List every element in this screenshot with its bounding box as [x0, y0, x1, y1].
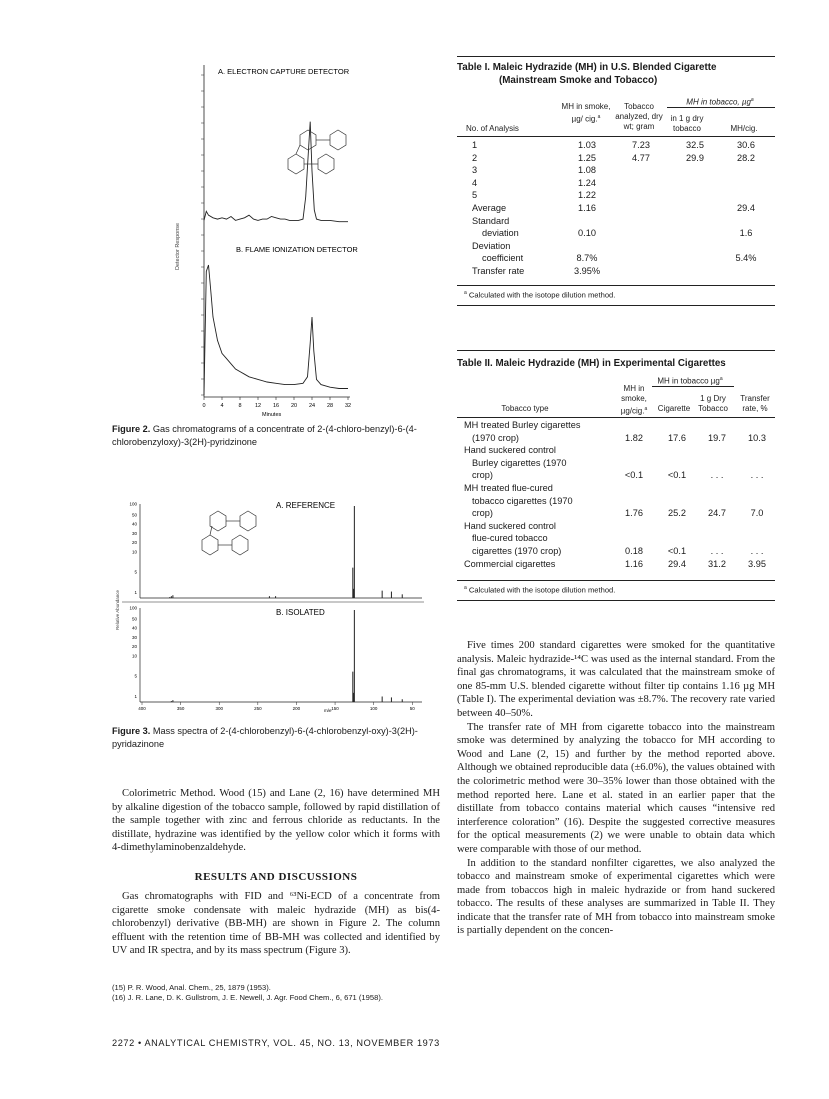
- table1-cell: 29.4: [737, 202, 755, 213]
- table1-cell: 5: [472, 190, 478, 201]
- table1-cell: Standard: [472, 215, 510, 226]
- table2-cell: [612, 532, 656, 545]
- table2-row: [462, 419, 778, 432]
- fig3-x-tick-label: 350: [176, 706, 185, 711]
- table1-row: [470, 227, 771, 240]
- reference-16: (16) J. R. Lane, D. K. Gullstrom, J. E. Newell, J. Agr. Food Chem., 6, 671 (1958).: [112, 993, 383, 1002]
- table1-footnote-mark: a: [464, 290, 467, 296]
- fig2-x-axis-label: Minutes: [262, 412, 282, 418]
- table2-cell: crop): [472, 508, 493, 519]
- table2-cell: . . .: [750, 545, 764, 556]
- table2-cell: Burley cigarettes (1970: [472, 457, 567, 468]
- table2-header-col0-text: Tobacco type: [501, 404, 549, 413]
- fig3-y-tick-label: 5: [134, 673, 137, 679]
- fig3-x-ticks: [138, 702, 415, 711]
- fig3-panel-b-label: B. ISOLATED: [276, 608, 325, 617]
- table1-cell: 32.5: [686, 140, 704, 150]
- table2-header-col0: [470, 404, 580, 414]
- table2-row: [462, 482, 778, 495]
- table1-cell: [669, 202, 721, 215]
- fig3-structure-diagram: [202, 511, 256, 555]
- table2-body: [462, 419, 778, 570]
- fig3-y-tick-label: 1: [134, 693, 137, 699]
- table1-cell: 4.77: [632, 152, 650, 163]
- table2-cell: 31.2: [708, 558, 726, 569]
- table2-cell: [736, 520, 778, 533]
- fig2-x-tick-label: 32: [344, 403, 352, 409]
- table1-cell: 29.9: [686, 152, 704, 163]
- table1-cell: [669, 265, 721, 278]
- table1-cell: 2: [472, 152, 478, 163]
- table1-header-col0: [466, 124, 546, 134]
- fig2-x-ticks: [202, 397, 351, 409]
- table1-cell: 1.6: [739, 228, 753, 239]
- table1-header-col3-text: in 1 g dry tobacco: [670, 114, 704, 133]
- fig2-x-tick-label: 16: [272, 403, 280, 409]
- table2-title: Table II. Maleic Hydrazide (MH) in Experimental Cigarettes: [457, 358, 726, 369]
- table1-cell: 0.10: [578, 228, 596, 239]
- results-paragraph: [112, 890, 440, 958]
- table1-cell: [669, 252, 721, 265]
- table1-cell: Average: [472, 202, 507, 213]
- table1-cell: 1.22: [578, 190, 596, 201]
- table1-top-rule: [457, 56, 775, 57]
- table2-cell: [612, 457, 656, 470]
- figure-2-caption: [112, 423, 438, 448]
- fig3-y-tick-label: 30: [131, 530, 137, 536]
- fig3-y-tick-label: 40: [131, 521, 137, 527]
- table2-cell: flue-cured tobacco: [472, 533, 548, 544]
- table1-title-line2: (Mainstream Smoke and Tobacco): [499, 74, 658, 86]
- colorimetric-method-paragraph: [112, 787, 440, 855]
- table1-cell: 3.95%: [573, 265, 601, 276]
- table2-row: [462, 532, 778, 545]
- fig3-y-tick-label: 20: [131, 644, 137, 650]
- fig3-x-tick-label: 400: [138, 706, 146, 711]
- table1-row: [470, 252, 771, 265]
- table1-cell: [613, 240, 669, 253]
- table2-cell: 17.6: [668, 432, 686, 443]
- fig3-x-tick-label: 200: [292, 706, 301, 711]
- table2-group-header-text: MH in tobacco µg: [657, 376, 720, 386]
- table1-header-col3: [664, 114, 710, 134]
- table1-title-line1: Table I. Maleic Hydrazide (MH) in U.S. Blended Cigarette: [457, 62, 717, 73]
- fig2-structure-diagram: [288, 130, 346, 174]
- table2-cell: [656, 419, 698, 432]
- table1-row: [470, 240, 771, 253]
- table1-cell: [721, 189, 771, 202]
- table2-cell: MH treated Burley cigarettes: [464, 420, 581, 430]
- table1-row: [470, 164, 771, 177]
- fid-trace: [204, 265, 348, 395]
- table2-cell: [656, 482, 698, 495]
- table2-cell: [656, 444, 698, 457]
- fig2-x-tick-label: 12: [254, 403, 262, 409]
- table2-row: [462, 432, 778, 445]
- table1-header-col2: [612, 102, 666, 132]
- table1-header-col1-sup: a: [597, 114, 601, 120]
- table2-cell: [656, 532, 698, 545]
- table2-cell: [612, 419, 656, 432]
- table1-row: [470, 189, 771, 202]
- table2-cell: <0.1: [624, 470, 644, 481]
- table1-cell: [721, 164, 771, 177]
- reference-15: (15) P. R. Wood, Anal. Chem., 25, 1879 (1953).: [112, 983, 271, 992]
- table2-top-rule: [457, 350, 775, 351]
- figure-2-caption-text: Gas chromatograms of a concentrate of 2-(4-chloro-benzyl)-6-(4-chlorobenzyloxy)-3(2H)-pyridzinone: [112, 424, 417, 447]
- table1-cell: [721, 240, 771, 253]
- table1-cell: [613, 265, 669, 278]
- fig3-y-tick-label: 5: [134, 569, 137, 575]
- table2-header-col1: [614, 384, 654, 417]
- table2-footnote: [464, 585, 615, 595]
- table2-cell: [736, 482, 778, 495]
- table1-cell: [613, 252, 669, 265]
- table2-cell: 0.18: [625, 545, 643, 556]
- table1-cell: 1.24: [578, 177, 596, 188]
- table2-row: [462, 520, 778, 533]
- fig3-y-tick-label: 1: [134, 589, 137, 595]
- results-heading: RESULTS AND DISCUSSIONS: [194, 871, 358, 883]
- table1-header-col1-text: MH in smoke, µg/ cig.: [561, 102, 611, 124]
- table2-cell: 3.95: [748, 558, 766, 569]
- table1-title: [457, 62, 777, 87]
- fig2-panel-b-label: B. FLAME IONIZATION DETECTOR: [236, 245, 358, 254]
- figure-2-chromatograms: [170, 55, 370, 425]
- fig3-panel-a-label: A. REFERENCE: [276, 501, 336, 510]
- table2-cell: . . .: [710, 545, 724, 556]
- table1-cell: [669, 164, 721, 177]
- fig2-x-tick-label: 20: [290, 403, 298, 409]
- table1-cell: 5.4%: [735, 253, 757, 264]
- table2-cell: 24.7: [708, 508, 726, 519]
- table2-header-col1-sup: a: [644, 406, 648, 412]
- table2-cell: [656, 495, 698, 508]
- table2-cell: [736, 457, 778, 470]
- table1-cell: coefficient: [482, 253, 524, 264]
- table1-cell: [669, 227, 721, 240]
- table2-header-col3-text: 1 g Dry Tobacco: [698, 394, 728, 413]
- table1-footnote: [464, 290, 615, 300]
- table2-cell: 7.0: [750, 508, 764, 519]
- table2-cell: . . .: [750, 470, 764, 481]
- fig3-y-tick-label: 100: [129, 501, 137, 507]
- table2-header-col1-text: MH in smoke, µg/cig.: [620, 384, 647, 416]
- fig3-bars: [170, 506, 402, 702]
- right-column-text: [457, 639, 775, 938]
- table1-cell: [721, 265, 771, 278]
- fig3-y-tick-label: 10: [131, 653, 137, 659]
- table2-cell: [612, 444, 656, 457]
- table1-cell: 30.6: [737, 140, 755, 150]
- table1: [470, 139, 771, 278]
- table2-group-header: [645, 374, 735, 387]
- figure-3-caption-label: Figure 3.: [112, 726, 151, 736]
- table2-cell: 1.82: [625, 432, 643, 443]
- table2-row: [462, 558, 778, 571]
- fig2-x-tick-label: 0: [202, 403, 206, 409]
- figure-3-caption: [112, 725, 438, 750]
- table1-cell: 3: [472, 165, 478, 176]
- fig3-x-tick-label: 150: [331, 706, 339, 711]
- table2-header-col4-text: Transfer rate, %: [740, 394, 770, 413]
- table1-header-col4-text: MH/cig.: [730, 124, 758, 133]
- table1-row: [470, 152, 771, 165]
- table1-header-col2-text: Tobacco analyzed, dry wt; gram: [615, 102, 663, 131]
- table1-group-header-text: MH in tobacco, µg: [686, 97, 751, 107]
- table2-cell: Hand suckered control: [464, 520, 556, 531]
- table1-cell: [613, 164, 669, 177]
- table1-row: [470, 265, 771, 278]
- fig3-y-tick-label: 20: [131, 540, 137, 546]
- table2-row: [462, 507, 778, 520]
- table2-cell: (1970 crop): [472, 432, 519, 443]
- table1-cell: 4: [472, 177, 478, 188]
- table1-cell: [669, 177, 721, 190]
- table1-body: [470, 139, 771, 278]
- figure-2-caption-label: Figure 2.: [112, 424, 151, 434]
- fig3-x-tick-label: 300: [215, 706, 223, 711]
- fig3-x-tick-label: 100: [369, 706, 378, 711]
- table2-cell: [698, 444, 736, 457]
- table2-cell: . . .: [710, 470, 724, 481]
- table2-group-header-sup: a: [719, 376, 723, 382]
- fig3-y-tick-label: 50: [131, 616, 137, 622]
- fig3-y-axis-label: Relative Abundance: [115, 589, 120, 630]
- fig3-y-tick-label: 40: [131, 625, 137, 631]
- table1-cell: 1.25: [578, 152, 596, 163]
- table2-cell: <0.1: [667, 470, 687, 481]
- fig3-y-tick-label: 30: [131, 634, 137, 640]
- table2-cell: [612, 495, 656, 508]
- paragraph-transfer-rate: The transfer rate of MH from cigarette tobacco into the mainstream smoke was determined by analyzing the tobacco for MH according to Wood and Lane (2, 15) and further by the method reported above. Although we obtained reproducible data (±6.0%), the values obtained with the colorimetric method were 30–35% lower than those obtained with the method reported here. Lane et al. stated in an earlier paper that the distillate from tobacco contains material which causes “intensive red interference coloration” (16). Despite the suggested corrective measures for the optical measurements (2) we were unable to obtain data which were comparable with those of our method.: [457, 721, 775, 855]
- table1-end-rule: [457, 305, 775, 306]
- fig2-x-tick-label: 8: [238, 403, 242, 409]
- table1-cell: 28.2: [737, 152, 755, 163]
- table1-row: [470, 215, 771, 228]
- table2-row: [462, 444, 778, 457]
- table1-cell: [613, 202, 669, 215]
- table2-row: [462, 545, 778, 558]
- table2-end-rule: [457, 600, 775, 601]
- table2-cell: 25.2: [668, 508, 686, 519]
- fig2-traces: [204, 122, 348, 395]
- table1-cell: Transfer rate: [472, 265, 525, 276]
- table2-footnote-text: Calculated with the isotope dilution method.: [468, 585, 616, 595]
- table2-header-col3: [696, 394, 730, 414]
- table2-bottom-rule: [457, 580, 775, 581]
- fig3-x-axis-label: m/e: [324, 708, 332, 713]
- table2-header-col2: [652, 404, 696, 414]
- fig3-y-tick-label: 10: [131, 549, 137, 555]
- table1-row: [470, 139, 771, 152]
- table1-cell: 7.23: [632, 140, 650, 150]
- ecd-trace: [204, 122, 348, 222]
- table2-cell: [698, 532, 736, 545]
- table1-cell: [561, 215, 613, 228]
- fig2-y-ticks: [201, 75, 204, 395]
- results-text: Gas chromatographs with FID and ⁶³Ni-ECD of a concentrate from cigarette smoke condensate with maleic hydrazide (MH) as bis(4-chlorobenzyl) derivative (BB-MH) are shown in Figure 2. The column effluent with the retention time of BB-MH was collected and identified by UV and IR spectra, and by its mass spectrum (Figure 3).: [112, 891, 440, 957]
- table2-cell: [698, 419, 736, 432]
- table2-cell: [736, 419, 778, 432]
- table2-group-rule: [652, 386, 734, 387]
- table1-cell: [669, 215, 721, 228]
- fig3-x-tick-label: 250: [254, 706, 262, 711]
- table2-cell: [612, 520, 656, 533]
- table2-cell: [656, 520, 698, 533]
- table1-cell: 1: [472, 140, 478, 150]
- table2-cell: [698, 482, 736, 495]
- table2-row: [462, 495, 778, 508]
- table2-cell: [698, 457, 736, 470]
- table1-header-rule: [457, 136, 775, 137]
- page-footer: 2272 • ANALYTICAL CHEMISTRY, VOL. 45, NO. 13, NOVEMBER 1973: [112, 1038, 440, 1048]
- table1-header-col4: [720, 124, 768, 134]
- table2-cell: [698, 495, 736, 508]
- table2-cell: Commercial cigarettes: [464, 558, 556, 569]
- table2-cell: tobacco cigarettes (1970: [472, 495, 573, 506]
- table2-cell: 29.4: [668, 558, 686, 569]
- table1-cell: [669, 240, 721, 253]
- fig2-panel-a-label: A. ELECTRON CAPTURE DETECTOR: [218, 67, 350, 76]
- paragraph-experimental: In addition to the standard nonfilter cigarettes, we also analyzed the tobacco and mainstream smoke of experimental cigarettes which were made from tobaccos high in maleic hydrazide or from hand suckered tobacco. The results of these analyses are summarized in Table II. They indicate that the transfer rate of MH from tobacco into mainstream smoke is partially dependent on the concen-: [457, 857, 775, 937]
- table1-cell: [613, 189, 669, 202]
- paragraph-quantitative: Five times 200 standard cigarettes were smoked for the quantitative analysis. Maleic hydrazide-¹⁴C was used as the internal standard. From the final gas chromatograms, it was calculated that the mainstream smoke of one 85-mm U.S. blended cigarette without filter tip contains 1.16 µg MH (Table I). The experimental deviation was ±8.7%. The recovery rate varied between 40–50%.: [457, 640, 775, 719]
- fig3-y-tick-label: 50: [131, 512, 137, 518]
- table1-cell: 8.7%: [576, 253, 598, 264]
- table1-group-rule: [667, 107, 775, 108]
- table1-row: [470, 177, 771, 190]
- table2-footnote-mark: a: [464, 585, 467, 591]
- table2-cell: [736, 532, 778, 545]
- fig2-x-tick-label: 28: [326, 403, 334, 409]
- table1-cell: [561, 240, 613, 253]
- fig3-y-ticks: [129, 502, 137, 699]
- table1-cell: [721, 215, 771, 228]
- table1-cell: 1.08: [578, 165, 596, 176]
- table1-bottom-rule: [457, 285, 775, 286]
- table2-row: [462, 469, 778, 482]
- fig3-x-tick-label: 50: [409, 706, 415, 711]
- references: [112, 983, 440, 1003]
- table1-row: [470, 202, 771, 215]
- table1-group-header-sup: a: [750, 97, 754, 103]
- fig2-y-axis-label: Detector Response: [175, 222, 181, 270]
- table1-cell: Deviation: [472, 240, 511, 251]
- table1-cell: 1.16: [578, 202, 596, 213]
- table2-cell: <0.1: [667, 545, 687, 556]
- table2-header-col2-text: Cigarette: [657, 404, 691, 413]
- table2-cell: [612, 482, 656, 495]
- table1-header-col0-text: No. of Analysis: [466, 124, 519, 133]
- table2-cell: [698, 520, 736, 533]
- fig2-x-tick-label: 24: [308, 403, 316, 409]
- table1-header-col1: [560, 102, 612, 125]
- table2-cell: 1.16: [625, 558, 643, 569]
- table1-cell: [669, 189, 721, 202]
- colorimetric-text: Colorimetric Method. Wood (15) and Lane (2, 16) have determined MH by alkaline digestion of the tobacco sample, followed by rapid distillation of the sample together with zinc and ferrous chloride as reductants. In the distillate, hydrazine was identified by the yellow color which it forms with 4-dimethylaminobenzaldehyde.: [112, 788, 440, 854]
- table2-row: [462, 457, 778, 470]
- table2-header-col4: [732, 394, 778, 414]
- table2-cell: 1.76: [625, 508, 643, 519]
- table2-cell: [736, 444, 778, 457]
- table2-cell: 19.7: [708, 432, 726, 443]
- table2-cell: [656, 457, 698, 470]
- table2-cell: Hand suckered control: [464, 445, 556, 456]
- table1-cell: 1.03: [578, 140, 596, 150]
- fig3-y-tick-label: 100: [129, 605, 137, 611]
- table2-cell: 10.3: [748, 432, 766, 443]
- table1-cell: [613, 215, 669, 228]
- figure-3-caption-text: Mass spectra of 2-(4-chlorobenzyl)-6-(4-chlorobenzyl-oxy)-3(2H)-pyridazinone: [112, 726, 418, 749]
- table2: [462, 419, 778, 570]
- table2-cell: [736, 495, 778, 508]
- figure-3-mass-spectra: [112, 494, 432, 716]
- table2-cell: crop): [472, 470, 493, 481]
- fig2-x-tick-label: 4: [220, 403, 224, 409]
- table1-group-header: [665, 95, 775, 108]
- table1-cell: [613, 227, 669, 240]
- table1-footnote-text: Calculated with the isotope dilution method.: [468, 290, 616, 300]
- table1-cell: deviation: [482, 228, 519, 239]
- table1-cell: [613, 177, 669, 190]
- table2-cell: cigarettes (1970 crop): [472, 545, 562, 556]
- table2-header-rule: [457, 417, 775, 418]
- table2-cell: MH treated flue-cured: [464, 482, 553, 493]
- table1-cell: [721, 177, 771, 190]
